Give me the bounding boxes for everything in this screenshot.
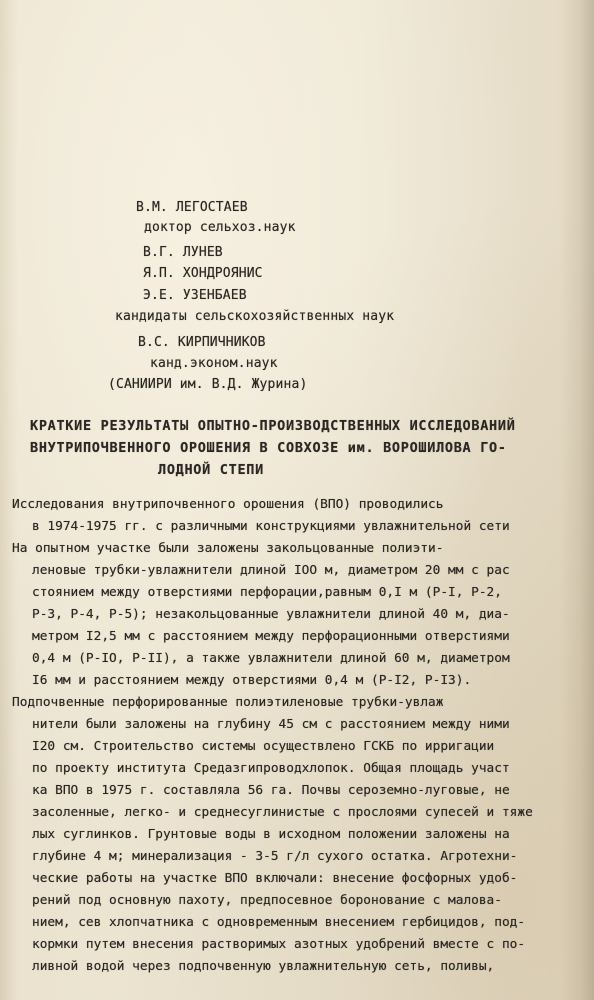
body-line-2: в 1974-1975 гг. с различными конструкциями увлажнительной сети: [32, 519, 510, 534]
body-line-19: рений под основную пахоту, предпосевное боронование с малова-: [32, 893, 502, 908]
body-line-20: нием, сев хлопчатника с одновременным внесением гербицидов, под-: [32, 915, 526, 930]
title-line-1: КРАТКИЕ РЕЗУЛЬТАТЫ ОПЫТНО-ПРОИЗВОДСТВЕННЫХ ИССЛЕДОВАНИЙ: [30, 418, 516, 434]
body-line-12: I20 см. Строительство системы осуществлено ГСКБ по ирригации: [32, 739, 495, 754]
author-name-5: В.С. КИРПИЧНИКОВ: [138, 335, 266, 350]
body-line-9: I6 мм и расстоянием между отверстиями 0,4 м (Р-I2, Р-I3).: [32, 673, 472, 688]
affiliation: (САНИИРИ им. В.Д. Журина): [108, 377, 308, 392]
body-line-3: На опытном участке были заложены закольцованные полиэти-: [12, 541, 444, 556]
body-line-22: ливной водой через подпочвенную увлажнительную сеть, поливы,: [32, 959, 495, 974]
body-line-10: Подпочвенные перфорированные полиэтиленовые трубки-увлаж: [12, 695, 444, 710]
body-line-15: засоленные, легко- и среднесуглинистые с прослоями супесей и тяже: [32, 805, 533, 820]
body-line-1: Исследования внутрипочвенного орошения (ВПО) проводились: [12, 497, 444, 512]
title-line-2: ВНУТРИПОЧВЕННОГО ОРОШЕНИЯ В СОВХОЗЕ им. ВОРОШИЛОВА ГО-: [30, 440, 507, 456]
body-line-5: стоянием между отверстиями перфорации,равным 0,I м (Р-I, Р-2,: [32, 585, 502, 600]
title-line-3: ЛОДНОЙ СТЕПИ: [158, 462, 264, 478]
author-name-1: В.М. ЛЕГОСТАЕВ: [136, 200, 248, 215]
body-line-8: 0,4 м (Р-IO, Р-II), а также увлажнители длиной 60 м, диаметром: [32, 651, 510, 666]
author-name-4: Э.Е. УЗЕНБАЕВ: [143, 288, 247, 303]
author-name-3: Я.П. ХОНДРОЯНИС: [143, 266, 263, 281]
body-line-11: нители были заложены на глубину 45 см с расстоянием между ними: [32, 717, 510, 732]
body-line-21: кормки путем внесения растворимых азотных удобрений вместе с по-: [32, 937, 526, 952]
author-degree-5: канд.эконом.наук: [150, 356, 278, 371]
body-line-6: Р-3, Р-4, Р-5); незакольцованные увлажнители длиной 40 м, диа-: [32, 607, 510, 622]
page-fold-shadow: [560, 0, 594, 1000]
body-line-16: лых суглинков. Грунтовые воды в исходном положении заложены на: [32, 827, 510, 842]
author-degree-1: доктор сельхоз.наук: [144, 220, 296, 235]
body-line-17: глубине 4 м; минерализация - 3-5 г/л сухого остатка. Агротехни-: [32, 849, 518, 864]
author-degree-4: кандидаты сельскохозяйственных наук: [115, 309, 395, 324]
body-line-18: ческие работы на участке ВПО включали: внесение фосфорных удоб-: [32, 871, 518, 886]
body-line-13: по проекту института Средазгипроводхлопок. Общая площадь участ: [32, 761, 510, 776]
body-line-7: метром I2,5 мм с расстоянием между перфорационными отверстиями: [32, 629, 510, 644]
author-name-2: В.Г. ЛУНЕВ: [143, 245, 223, 260]
body-line-14: ка ВПО в 1975 г. составляла 56 га. Почвы сероземно-луговые, не: [32, 783, 510, 798]
body-line-4: леновые трубки-увлажнители длиной IOO м, диаметром 20 мм с рас: [32, 563, 510, 578]
